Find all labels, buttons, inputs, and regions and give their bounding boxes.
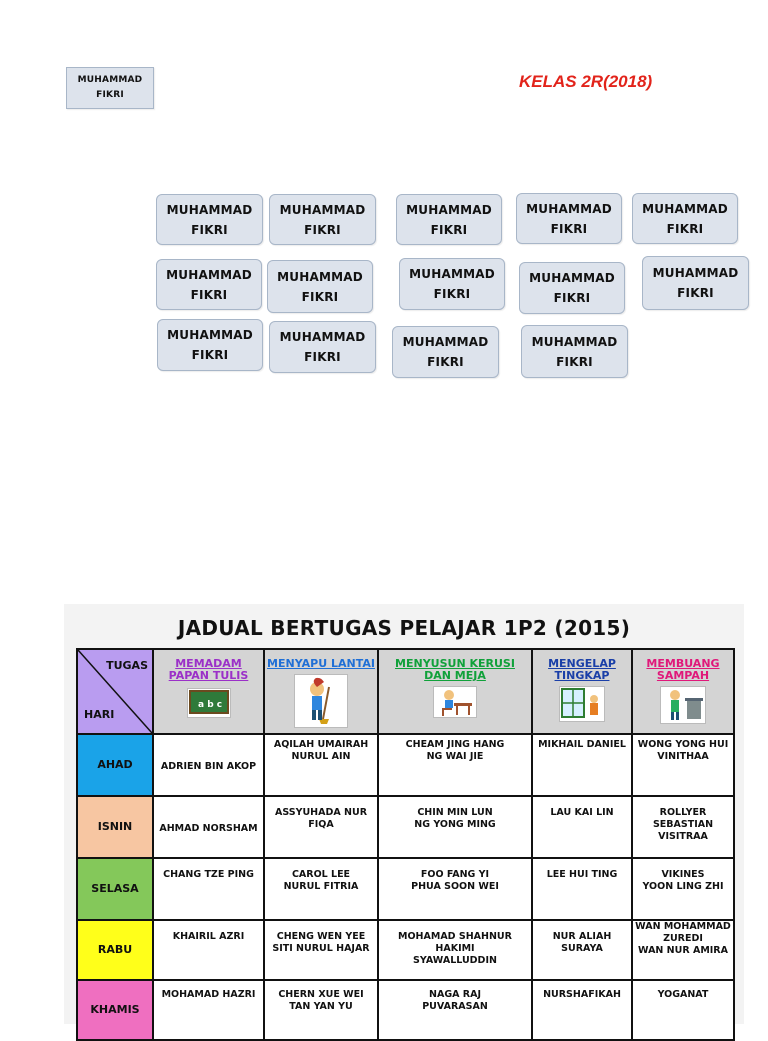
corner-tugas-label: TUGAS bbox=[106, 659, 148, 672]
student-name: TAN YAN YU bbox=[289, 1001, 353, 1012]
day-cell bbox=[77, 980, 153, 1040]
duty-cell bbox=[264, 796, 378, 858]
name-card-line2: FIKRI bbox=[191, 222, 228, 237]
day-cell bbox=[77, 920, 153, 980]
student-name: WONG YONG HUI bbox=[637, 739, 729, 750]
roster-row-ahad bbox=[77, 734, 734, 796]
student-name: SYAWALLUDDIN bbox=[413, 955, 497, 966]
student-name: NAGA RAJ bbox=[429, 989, 481, 1000]
duty-cell bbox=[378, 734, 532, 796]
student-name: NURUL AIN bbox=[291, 751, 351, 762]
duty-cell bbox=[378, 796, 532, 858]
name-card bbox=[156, 259, 262, 310]
name-card bbox=[267, 260, 373, 313]
student-name: SURAYA bbox=[561, 943, 603, 954]
name-card-line2: FIKRI bbox=[553, 291, 591, 305]
student-name: KHAIRIL AZRI bbox=[172, 931, 245, 942]
name-card-line2: FIKRI bbox=[677, 286, 714, 300]
name-card-line2: FIKRI bbox=[191, 348, 229, 362]
task-header bbox=[264, 649, 378, 734]
task-header bbox=[153, 649, 264, 734]
name-card-line1: MUHAMMAD bbox=[166, 202, 253, 217]
name-card-line2: FIKRI bbox=[304, 222, 341, 237]
roster-header-row bbox=[77, 649, 734, 734]
student-name: NG YONG MING bbox=[414, 819, 496, 830]
student-name: WAN NUR AMIRA bbox=[638, 945, 728, 956]
name-card-line2: FIKRI bbox=[96, 90, 124, 100]
name-card bbox=[642, 256, 749, 310]
name-card-line1: MUHAMMAD bbox=[166, 267, 252, 282]
name-card-line1: MUHAMMAD bbox=[77, 75, 143, 85]
student-name: VISITRAA bbox=[658, 831, 708, 842]
day-label: ISNIN bbox=[97, 820, 133, 833]
name-card-line1: MUHAMMAD bbox=[279, 202, 366, 217]
student-name: AHMAD NORSHAM bbox=[159, 823, 258, 834]
duty-cell bbox=[632, 796, 734, 858]
student-name: CHEAM JING HANG bbox=[405, 739, 505, 750]
sweeping-icon bbox=[294, 674, 348, 728]
roster-table bbox=[76, 648, 735, 1041]
task-label-line: DAN MEJA bbox=[424, 669, 486, 682]
name-card-line1: MUHAMMAD bbox=[529, 271, 615, 285]
student-name: MOHAMAD SHAHNUR bbox=[398, 931, 512, 942]
name-card bbox=[632, 193, 738, 244]
duty-cell bbox=[378, 858, 532, 920]
name-card bbox=[157, 319, 263, 371]
student-name: ASSYUHADA NUR bbox=[274, 807, 368, 818]
name-card bbox=[399, 258, 505, 310]
name-card-line1: MUHAMMAD bbox=[526, 201, 612, 216]
day-cell bbox=[77, 734, 153, 796]
name-card-line2: FIKRI bbox=[427, 355, 464, 369]
class-title: KELAS 2R(2018) bbox=[519, 72, 653, 91]
duty-cell bbox=[153, 796, 264, 858]
task-label-line: PAPAN TULIS bbox=[168, 669, 249, 682]
name-card-line2: FIKRI bbox=[301, 289, 339, 304]
day-cell bbox=[77, 858, 153, 920]
student-name: NG WAI JIE bbox=[426, 751, 484, 762]
trash-icon bbox=[660, 686, 706, 724]
duty-cell bbox=[264, 858, 378, 920]
student-name: HAKIMI bbox=[435, 943, 475, 954]
roster-row-rabu bbox=[77, 920, 734, 980]
student-name: NUR ALIAH bbox=[552, 931, 612, 942]
student-name: PUVARASAN bbox=[422, 1001, 488, 1012]
task-label-line: MENYAPU LANTAI bbox=[267, 657, 375, 670]
student-name: LEE HUI TING bbox=[546, 869, 618, 880]
task-label-line: MEMBUANG bbox=[646, 657, 720, 670]
duty-cell bbox=[532, 980, 632, 1040]
task-label-line: TINGKAP bbox=[554, 669, 610, 682]
duty-cell bbox=[153, 980, 264, 1040]
student-name: YOON LING ZHI bbox=[642, 881, 724, 892]
name-card-line1: MUHAMMAD bbox=[409, 267, 495, 281]
student-name: CHIN MIN LUN bbox=[417, 807, 493, 818]
student-name: VIKINES bbox=[661, 869, 705, 880]
student-name: SITI NURUL HAJAR bbox=[272, 943, 370, 954]
name-card-line1: MUHAMMAD bbox=[652, 266, 739, 280]
student-name: MOHAMAD HAZRI bbox=[161, 989, 256, 1000]
duty-cell bbox=[378, 920, 532, 980]
name-card bbox=[269, 194, 376, 245]
name-card-line2: FIKRI bbox=[304, 350, 341, 364]
student-name: FOO FANG YI bbox=[420, 869, 490, 880]
student-name: AQILAH UMAIRAH bbox=[273, 739, 369, 750]
day-label: SELASA bbox=[91, 882, 139, 895]
name-card bbox=[269, 321, 376, 373]
name-card-line1: MUHAMMAD bbox=[279, 330, 366, 344]
duty-cell bbox=[632, 920, 734, 980]
window-icon bbox=[559, 686, 605, 722]
top-name-card bbox=[66, 67, 154, 109]
roster-title: JADUAL BERTUGAS PELAJAR 1P2 (2015) bbox=[177, 616, 631, 640]
duty-cell bbox=[532, 920, 632, 980]
svg-text:a b c: a b c bbox=[197, 700, 222, 710]
student-name: PHUA SOON WEI bbox=[411, 881, 499, 892]
task-label bbox=[381, 658, 529, 682]
student-name: LAU KAI LIN bbox=[550, 807, 614, 818]
day-label: KHAMIS bbox=[90, 1003, 140, 1016]
student-name: CHERN XUE WEI bbox=[278, 989, 364, 1000]
name-card bbox=[392, 326, 499, 378]
student-name: CAROL LEE bbox=[291, 869, 351, 880]
blackboard-icon bbox=[187, 688, 231, 718]
name-card-line2: FIKRI bbox=[190, 287, 228, 302]
duty-cell bbox=[264, 920, 378, 980]
day-cell bbox=[77, 796, 153, 858]
duty-cell bbox=[153, 858, 264, 920]
duty-cell bbox=[153, 920, 264, 980]
duty-cell bbox=[532, 796, 632, 858]
student-name: NURUL FITRIA bbox=[283, 881, 359, 892]
name-card-line1: MUHAMMAD bbox=[167, 328, 253, 342]
name-card-line1: MUHAMMAD bbox=[642, 201, 728, 216]
corner-hari-label: HARI bbox=[84, 708, 115, 721]
roster-row-selasa bbox=[77, 858, 734, 920]
student-name: ADRIEN BIN AKOP bbox=[160, 761, 257, 772]
student-name: SEBASTIAN bbox=[652, 819, 714, 830]
student-name: WAN MOHAMMAD bbox=[635, 921, 731, 932]
name-card bbox=[516, 193, 622, 244]
roster-row-khamis bbox=[77, 980, 734, 1040]
student-name: VINITHAA bbox=[657, 751, 709, 762]
duty-cell bbox=[532, 858, 632, 920]
name-card-line2: FIKRI bbox=[666, 221, 704, 236]
task-label-line: SAMPAH bbox=[656, 669, 710, 682]
duty-cell bbox=[632, 980, 734, 1040]
student-name: ZUREDI bbox=[663, 933, 703, 944]
duty-cell bbox=[264, 734, 378, 796]
student-name: CHANG TZE PING bbox=[163, 869, 254, 880]
duty-cell bbox=[632, 734, 734, 796]
name-card-line2: FIKRI bbox=[430, 222, 468, 237]
student-name: MIKHAIL DANIEL bbox=[538, 739, 626, 750]
roster-corner bbox=[77, 649, 153, 734]
student-name: YOGANAT bbox=[657, 989, 709, 1000]
day-label: AHAD bbox=[97, 758, 133, 771]
student-name: FIQA bbox=[308, 819, 334, 830]
name-card-line1: MUHAMMAD bbox=[406, 202, 492, 217]
task-label bbox=[156, 658, 261, 682]
student-name: CHENG WEN YEE bbox=[276, 931, 366, 942]
duty-cell bbox=[378, 980, 532, 1040]
duty-cell bbox=[632, 858, 734, 920]
duty-cell bbox=[532, 734, 632, 796]
name-card bbox=[156, 194, 263, 245]
student-name: ROLLYER bbox=[659, 807, 707, 818]
name-card-line1: MUHAMMAD bbox=[531, 334, 618, 349]
task-header bbox=[378, 649, 532, 734]
task-label-line: MENYUSUN KERUSI bbox=[395, 657, 515, 670]
task-label bbox=[635, 658, 731, 682]
name-card-line2: FIKRI bbox=[550, 221, 588, 236]
name-card-line1: MUHAMMAD bbox=[402, 335, 489, 349]
task-label bbox=[535, 658, 629, 682]
student-name: NURSHAFIKAH bbox=[543, 989, 621, 1000]
name-card-line2: FIKRI bbox=[433, 287, 471, 301]
duty-roster bbox=[64, 604, 744, 1024]
roster-row-isnin bbox=[77, 796, 734, 858]
name-card-line1: MUHAMMAD bbox=[277, 269, 363, 284]
task-header bbox=[532, 649, 632, 734]
task-label-line: MEMADAM bbox=[175, 657, 242, 670]
name-card bbox=[521, 325, 628, 378]
task-label-line: MENGELAP bbox=[548, 657, 616, 670]
name-card-line2: FIKRI bbox=[556, 354, 593, 369]
desk-icon bbox=[433, 686, 477, 718]
task-header bbox=[632, 649, 734, 734]
duty-cell bbox=[264, 980, 378, 1040]
day-label: RABU bbox=[97, 943, 133, 956]
task-label bbox=[267, 658, 375, 670]
duty-cell bbox=[153, 734, 264, 796]
name-card bbox=[396, 194, 502, 245]
name-card bbox=[519, 262, 625, 314]
